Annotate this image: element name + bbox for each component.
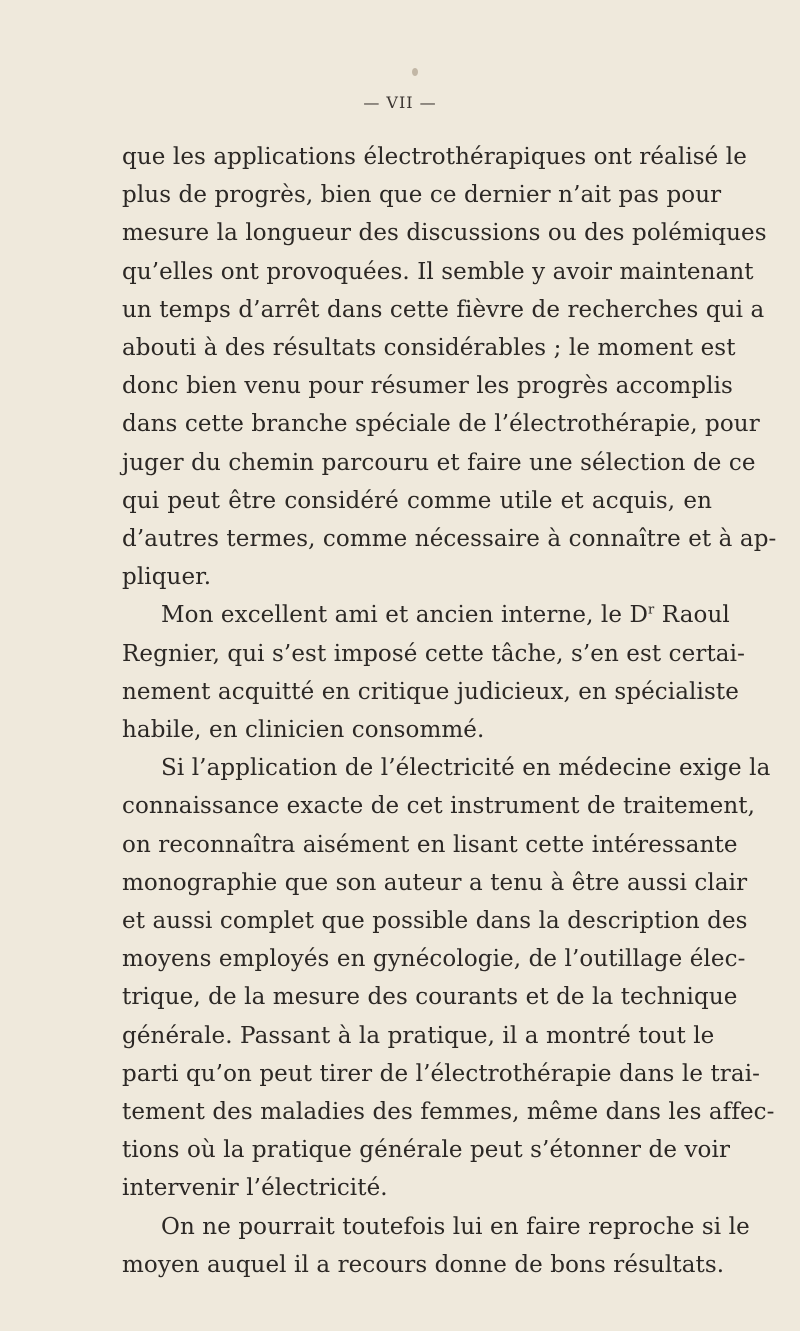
text-line: trique, de la mesure des courants et de la technique — [122, 984, 738, 1011]
text-line: intervenir l’électricité. — [122, 1175, 388, 1202]
text-line: connaissance exacte de cet instrument de traitement, — [122, 793, 755, 820]
text-line: un temps d’arrêt dans cette fièvre de recherches qui a — [122, 296, 765, 323]
text-line: nement acquitté en critique judicieux, en spécialiste — [122, 678, 739, 705]
text-line: moyens employés en gynécologie, de l’outillage élec- — [122, 946, 746, 973]
ink-spot — [412, 68, 418, 76]
text-line: générale. Passant à la pratique, il a montré tout le — [122, 1022, 715, 1049]
text-line: monographie que son auteur a tenu à être aussi clair — [122, 869, 748, 896]
superscript: r — [648, 602, 655, 618]
text-line: tement des maladies des femmes, même dans les affec- — [122, 1099, 775, 1126]
text-line: tions où la pratique générale peut s’étonner de voir — [122, 1137, 731, 1164]
text-line: dans cette branche spéciale de l’électrothérapie, pour — [122, 411, 760, 438]
text-line: Si l’application de l’électricité en médecine exige la — [161, 755, 771, 782]
text-line: donc bien venu pour résumer les progrès accomplis — [122, 373, 733, 400]
text-line: pliquer. — [122, 564, 212, 591]
text-line: qu’elles ont provoquées. Il semble y avoir maintenant — [122, 258, 754, 285]
text-line: juger du chemin parcouru et faire une sélection de ce — [122, 449, 756, 476]
text-line: moyen auquel il a recours donne de bons résultats. — [122, 1251, 725, 1278]
text-line: abouti à des résultats considérables ; le moment est — [122, 335, 736, 362]
text-segment: Raoul — [654, 602, 730, 629]
body-text — [122, 138, 777, 1284]
text-line: que les applications électrothérapiques ont réalisé le — [122, 144, 747, 170]
text-line: habile, en clinicien consommé. — [122, 717, 485, 744]
text-line: d’autres termes, comme nécessaire à connaître et à ap- — [122, 526, 777, 553]
page-number: — VII — — [363, 93, 437, 112]
text-line: qui peut être considéré comme utile et acquis, en — [122, 487, 712, 514]
text-line: Regnier, qui s’est imposé cette tâche, s’en est certai- — [122, 640, 745, 667]
text-line: parti qu’on peut tirer de l’électrothérapie dans le trai- — [122, 1060, 761, 1087]
text-line: On ne pourrait toutefois lui en faire reproche si le — [161, 1213, 750, 1240]
text-line: mesure la longueur des discussions ou des polémiques — [122, 220, 767, 247]
text-line: plus de progrès, bien que ce dernier n’ait pas pour — [122, 182, 722, 209]
text-line: on reconnaîtra aisément en lisant cette intéressante — [122, 831, 738, 858]
text-line: et aussi complet que possible dans la description des — [122, 908, 748, 935]
text-line — [122, 596, 730, 634]
text-segment: Mon excellent ami et ancien interne, le D — [161, 602, 649, 629]
